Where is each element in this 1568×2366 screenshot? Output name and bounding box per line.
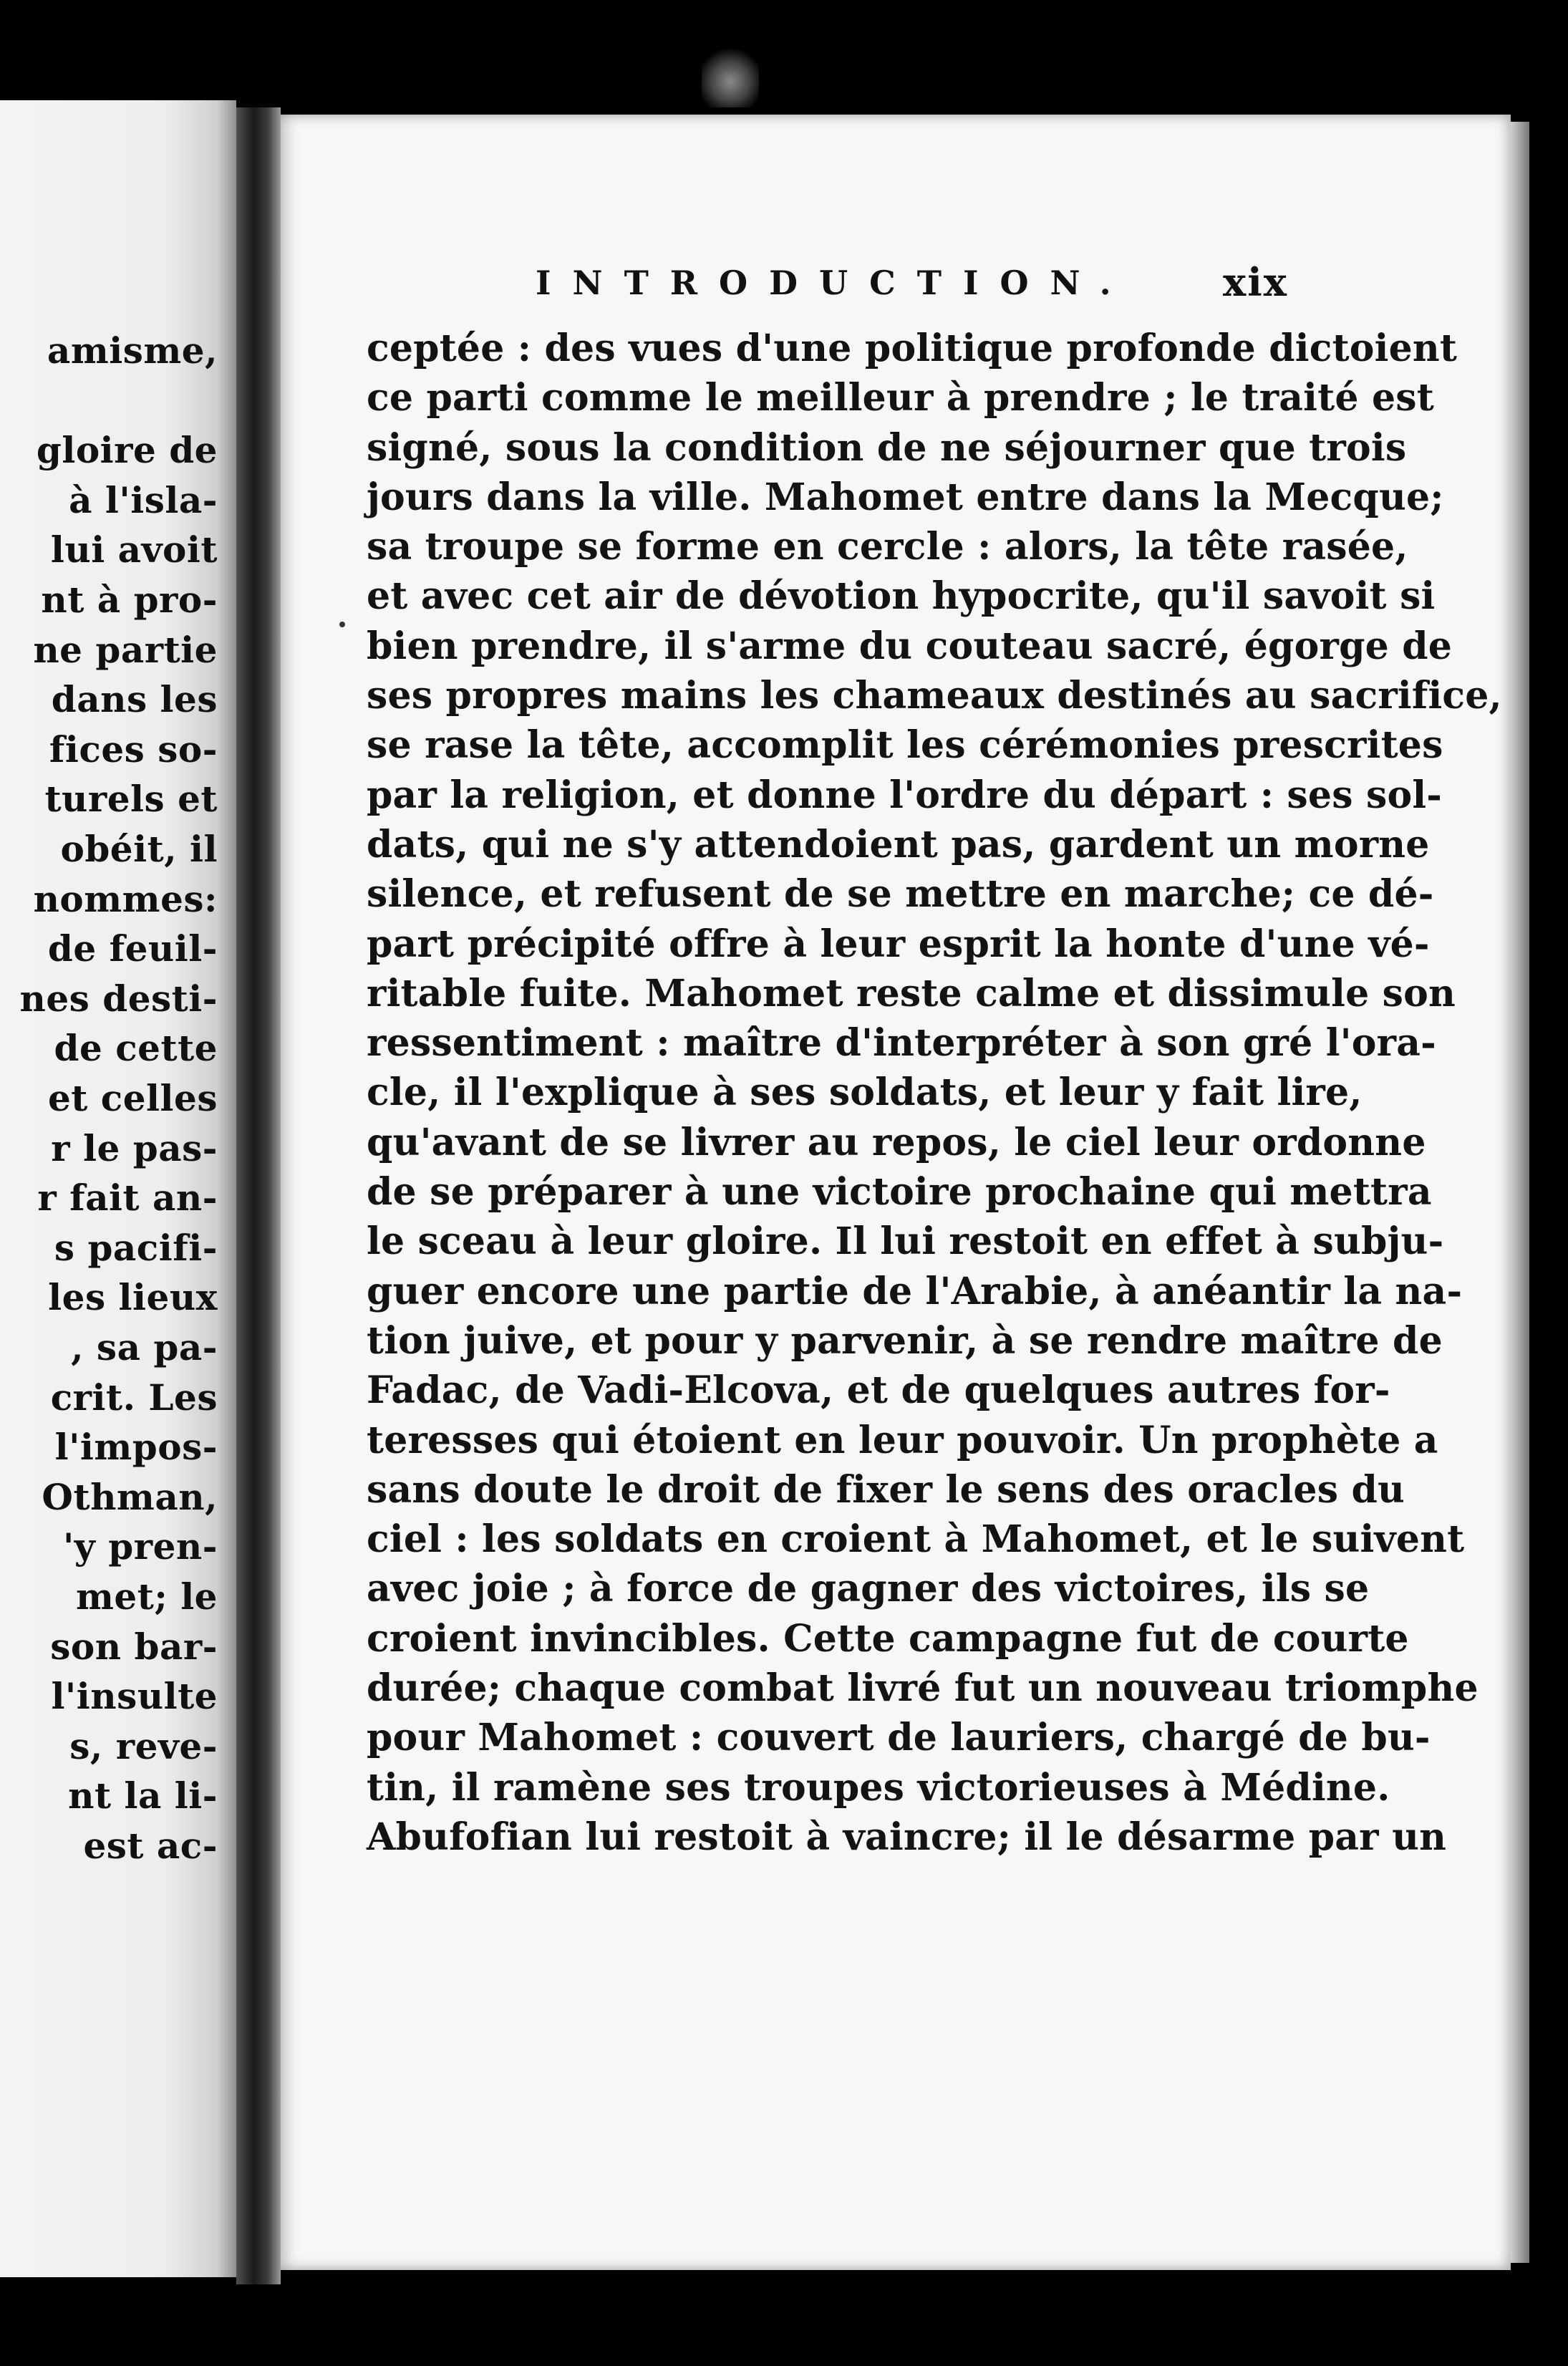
left-page-line: met; le: [76, 1575, 218, 1618]
text-line: le sceau à leur gloire. Il lui restoit en effet à subju-: [367, 1220, 1444, 1264]
text-line: guer encore une partie de l'Arabie, à anéantir la na-: [367, 1269, 1463, 1313]
text-line: part précipité offre à leur esprit la honte d'une vé-: [367, 922, 1430, 966]
left-page-line: nt à pro-: [41, 579, 218, 621]
left-page-line: l'impos-: [54, 1426, 218, 1469]
text-line: ressentiment : maître d'interpréter à son gré l'ora-: [367, 1021, 1436, 1066]
scan-artifact: [702, 43, 759, 107]
left-page-line: turels et: [44, 778, 218, 821]
page-body: [367, 324, 1502, 1862]
text-line: tion juive, et pour y parvenir, à se rendre maître de: [367, 1318, 1443, 1363]
text-line: ritable fuite. Mahomet reste calme et dissimule son: [367, 971, 1456, 1015]
ink-dot: [339, 622, 345, 627]
text-line: avec joie ; à force de gagner des victoires, ils se: [367, 1567, 1370, 1611]
text-line: durée; chaque combat livré fut un nouveau triomphe: [367, 1666, 1479, 1711]
left-page: [0, 100, 236, 2277]
text-line: ses propres mains les chameaux destinés au sacrifice,: [367, 674, 1502, 718]
text-line: jours dans la ville. Mahomet entre dans la Mecque;: [367, 475, 1444, 519]
page-number: xix: [1223, 259, 1288, 305]
text-line: teresses qui étoient en leur pouvoir. Un prophète a: [367, 1418, 1438, 1462]
left-page-line: , sa pa-: [71, 1326, 218, 1368]
text-line: qu'avant de se livrer au repos, le ciel leur ordonne: [367, 1120, 1426, 1164]
text-line: ceptée : des vues d'une politique profonde dictoient: [367, 327, 1458, 370]
text-line: Abufofian lui restoit à vaincre; il le désarme par un: [367, 1815, 1447, 1859]
left-page-line: fices so-: [49, 728, 218, 771]
text-line: de se préparer à une victoire prochaine qui mettra: [367, 1170, 1432, 1215]
text-line: sans doute le droit de fixer le sens des oracles du: [367, 1467, 1405, 1512]
text-line: tin, il ramène ses troupes victorieuses à Médine.: [367, 1765, 1390, 1810]
running-title: INTRODUCTION.: [536, 264, 1133, 302]
text-line: signé, sous la condition de ne séjourner que trois: [367, 425, 1407, 470]
book-gutter: [236, 107, 281, 2284]
left-page-line: Othman,: [42, 1475, 218, 1518]
text-line: et avec cet air de dévotion hypocrite, qu'il savoit si: [367, 574, 1436, 619]
text-line: silence, et refusent de se mettre en marche; ce dé-: [367, 872, 1434, 917]
page-edge: [1511, 122, 1529, 2263]
left-page-line: s, reve-: [69, 1724, 218, 1767]
left-page-line: de cette: [54, 1027, 218, 1070]
text-line: pour Mahomet : couvert de lauriers, chargé de bu-: [367, 1716, 1431, 1760]
text-line: dats, qui ne s'y attendoient pas, gardent un morne: [367, 822, 1430, 866]
left-page-line: 'y pren-: [63, 1525, 218, 1568]
left-page-line: obéit, il: [60, 828, 218, 870]
left-page-line: s pacifi-: [54, 1226, 218, 1269]
text-line: bien prendre, il s'arme du couteau sacré, égorge de: [367, 624, 1453, 668]
text-line: cle, il l'explique à ses soldats, et leur y fait lire,: [367, 1071, 1363, 1115]
left-page-line: r le pas-: [51, 1126, 218, 1169]
left-page-line: gloire de: [36, 429, 218, 472]
left-page-line: r fait an-: [37, 1177, 218, 1220]
left-page-line: lui avoit: [50, 528, 218, 571]
text-line: croient invincibles. Cette campagne fut de courte: [367, 1616, 1409, 1661]
left-page-line: crit. Les: [50, 1376, 218, 1419]
text-line: se rase la tête, accomplit les cérémonies prescrites: [367, 723, 1443, 768]
left-page-line: nommes:: [33, 877, 218, 920]
text-line: ce parti comme le meilleur à prendre ; le traité est: [367, 376, 1434, 420]
text-line: sa troupe se forme en cercle : alors, la tête rasée,: [367, 525, 1408, 569]
left-page-line: de feuil-: [47, 927, 218, 970]
left-page-line: l'insulte: [51, 1675, 218, 1718]
left-page-line: et celles: [47, 1077, 218, 1119]
text-line: ciel : les soldats en croient à Mahomet, et le suivent: [367, 1517, 1465, 1562]
left-page-line: est ac-: [83, 1825, 218, 1867]
left-page-line: les lieux: [48, 1276, 218, 1319]
left-page-line: amisme,: [47, 329, 218, 372]
text-line: Fadac, de Vadi-Elcova, et de quelques autres for-: [367, 1368, 1390, 1413]
left-page-line: dans les: [51, 678, 218, 721]
left-page-line: à l'isla-: [69, 478, 218, 521]
left-page-line: son bar-: [50, 1625, 218, 1668]
left-page-line: nt la li-: [68, 1774, 218, 1817]
left-page-line: nes desti-: [19, 977, 218, 1020]
left-page-line: ne partie: [33, 628, 218, 671]
text-line: par la religion, et donne l'ordre du départ : ses sol-: [367, 773, 1443, 817]
